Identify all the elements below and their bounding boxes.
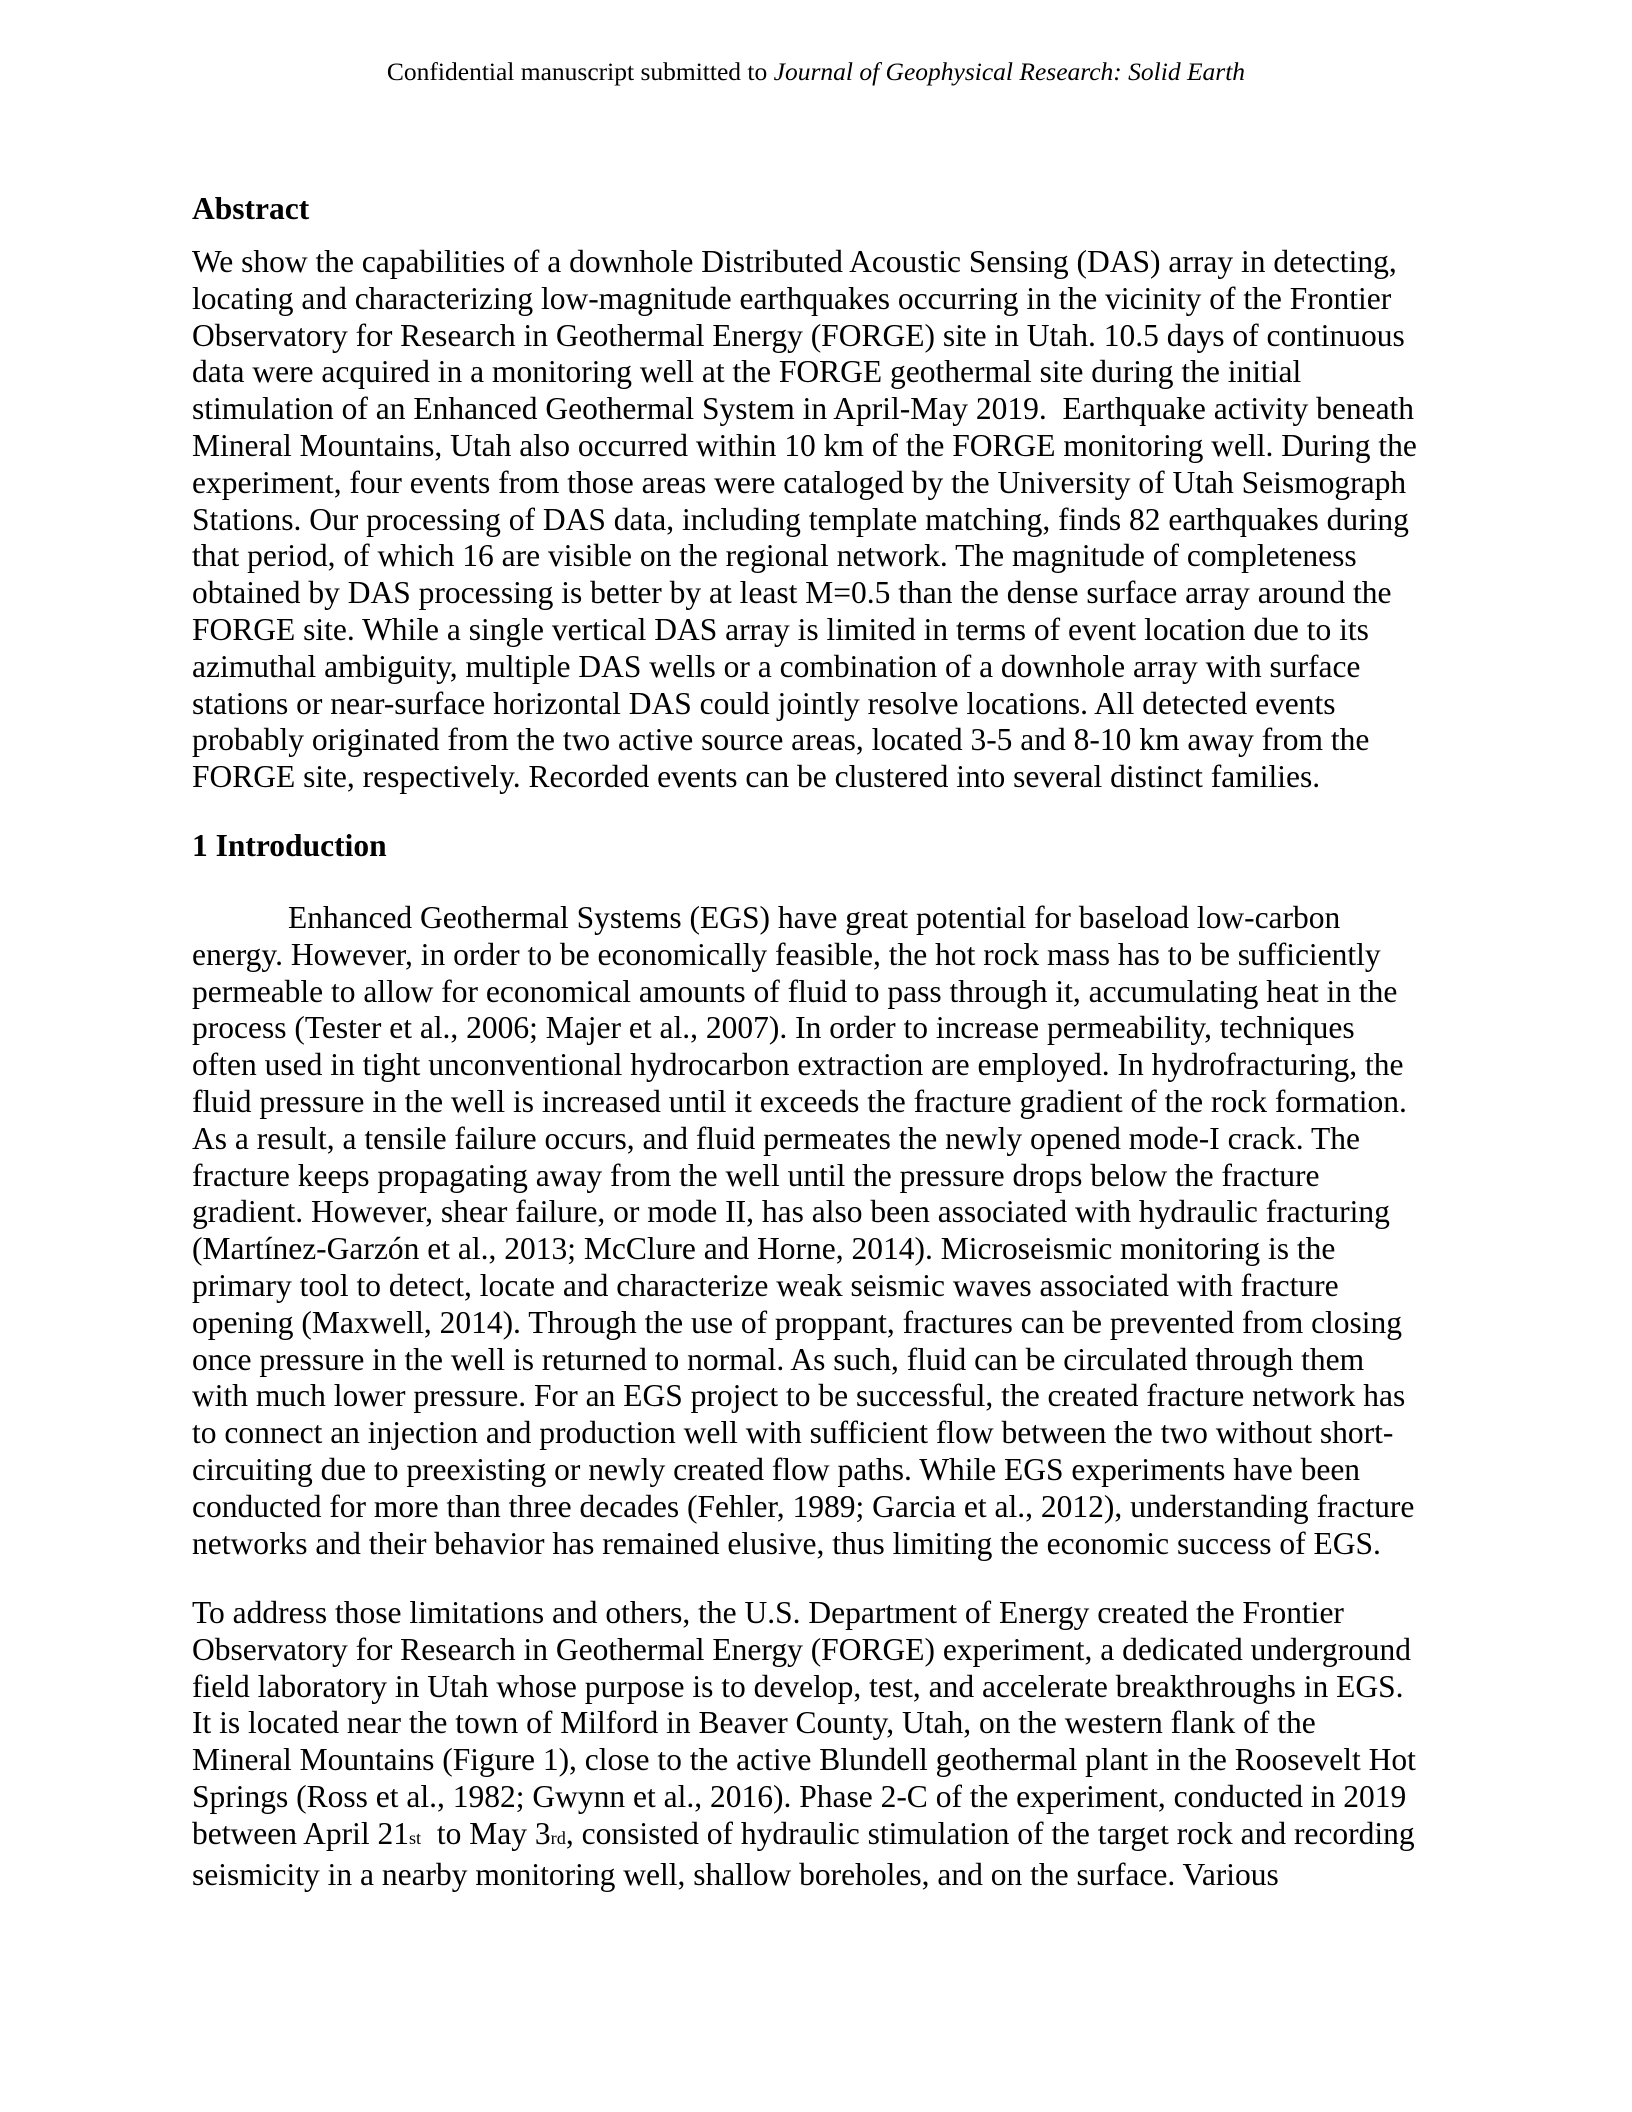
text-line: It is located near the town of Milford in Beaver County, Utah, on the western flank of the: [192, 1705, 1316, 1741]
ordinal-suffix: st: [408, 1827, 422, 1848]
text-line: fluid pressure in the well is increased until it exceeds the fracture gradient of the rock formation.: [192, 1083, 1407, 1119]
introduction-paragraph-2: [192, 1595, 1416, 1893]
text-line: Springs (Ross et al., 1982; Gwynn et al., 2016). Phase 2-C of the experiment, conducted in 2019: [192, 1778, 1407, 1814]
introduction-heading: 1 Introduction: [192, 828, 387, 863]
text-segment: between April 21: [192, 1815, 409, 1851]
abstract-paragraph: [192, 244, 1417, 796]
text-line: Observatory for Research in Geothermal Energy (FORGE) site in Utah. 10.5 days of continuous: [192, 317, 1405, 353]
text-line: Observatory for Research in Geothermal Energy (FORGE) experiment, a dedicated underground: [192, 1631, 1412, 1667]
text-line: data were acquired in a monitoring well at the FORGE geothermal site during the initial: [192, 354, 1302, 390]
text-segment: to May 3: [421, 1815, 551, 1851]
ordinal-suffix: rd: [550, 1827, 566, 1848]
text-line: once pressure in the well is returned to normal. As such, fluid can be circulated through them: [192, 1341, 1365, 1377]
text-line: networks and their behavior has remained elusive, thus limiting the economic success of EGS.: [192, 1525, 1381, 1561]
text-line: often used in tight unconventional hydrocarbon extraction are employed. In hydrofracturing, the: [192, 1047, 1404, 1083]
text-line: azimuthal ambiguity, multiple DAS wells or a combination of a downhole array with surface: [192, 648, 1361, 684]
text-line: field laboratory in Utah whose purpose is to develop, test, and accelerate breakthroughs in EGS.: [192, 1668, 1404, 1704]
text-segment: , consisted of hydraulic stimulation of the target rock and recording: [565, 1815, 1415, 1851]
text-line: stations or near-surface horizontal DAS could jointly resolve locations. All detected events: [192, 685, 1336, 721]
text-line: To address those limitations and others, the U.S. Department of Energy created the Frontier: [192, 1595, 1344, 1630]
introduction-paragraph-1: [192, 900, 1414, 1562]
text-line: permeable to allow for economical amounts of fluid to pass through it, accumulating heat in the: [192, 973, 1398, 1009]
text-line: (Martínez-Garzón et al., 2013; McClure and Horne, 2014). Microseismic monitoring is the: [192, 1231, 1336, 1267]
text-line: As a result, a tensile failure occurs, and fluid permeates the newly opened mode-I crack. The: [192, 1120, 1360, 1156]
text-line: gradient. However, shear failure, or mode II, has also been associated with hydraulic fracturing: [192, 1194, 1390, 1230]
text-line: Enhanced Geothermal Systems (EGS) have great potential for baseload low-carbon: [288, 900, 1341, 935]
text-line: Mineral Mountains (Figure 1), close to the active Blundell geothermal plant in the Roosevelt Hot: [192, 1742, 1416, 1778]
text-line: obtained by DAS processing is better by at least M=0.5 than the dense surface array around the: [192, 575, 1392, 611]
journal-name: Journal of Geophysical Research: Solid Earth: [773, 57, 1246, 86]
text-line: We show the capabilities of a downhole Distributed Acoustic Sensing (DAS) array in detecting,: [192, 244, 1397, 279]
text-line: FORGE site. While a single vertical DAS array is limited in terms of event location due to its: [192, 611, 1369, 647]
text-line: locating and characterizing low-magnitude earthquakes occurring in the vicinity of the Frontier: [192, 280, 1392, 316]
text-line: that period, of which 16 are visible on the regional network. The magnitude of completeness: [192, 538, 1357, 574]
running-head: [0, 56, 1632, 87]
text-line: FORGE site, respectively. Recorded events can be clustered into several distinct families.: [192, 759, 1321, 795]
text-line: with much lower pressure. For an EGS project to be successful, the created fracture network has: [192, 1378, 1406, 1414]
text-line: fracture keeps propagating away from the well until the pressure drops below the fracture: [192, 1157, 1320, 1193]
abstract-heading: Abstract: [192, 191, 310, 226]
text-line: Stations. Our processing of DAS data, including template matching, finds 82 earthquakes during: [192, 501, 1409, 537]
text-line: opening (Maxwell, 2014). Through the use of proppant, fractures can be prevented from closing: [192, 1304, 1403, 1340]
text-line: circuiting due to preexisting or newly created flow paths. While EGS experiments have been: [192, 1451, 1361, 1487]
text-line: primary tool to detect, locate and characterize weak seismic waves associated with fracture: [192, 1267, 1339, 1303]
text-line: to connect an injection and production well with sufficient flow between the two without short-: [192, 1415, 1394, 1451]
text-line: Mineral Mountains, Utah also occurred within 10 km of the FORGE monitoring well. During the: [192, 427, 1417, 463]
text-line: conducted for more than three decades (Fehler, 1989; Garcia et al., 2012), understanding fracture: [192, 1488, 1415, 1524]
text-line: [192, 1816, 1416, 1857]
text-line: experiment, four events from those areas were cataloged by the University of Utah Seismograph: [192, 464, 1407, 500]
text-line: stimulation of an Enhanced Geothermal System in April-May 2019. Earthquake activity beneath: [192, 391, 1415, 427]
text-line: probably originated from the two active source areas, located 3-5 and 8-10 km away from the: [192, 722, 1370, 758]
text-line: seismicity in a nearby monitoring well, shallow boreholes, and on the surface. Various: [192, 1856, 1279, 1892]
running-head-prefix: Confidential manuscript submitted to: [386, 57, 774, 86]
text-line: energy. However, in order to be economically feasible, the hot rock mass has to be sufficiently: [192, 936, 1381, 972]
text-line: process (Tester et al., 2006; Majer et al., 2007). In order to increase permeability, techniques: [192, 1010, 1355, 1046]
